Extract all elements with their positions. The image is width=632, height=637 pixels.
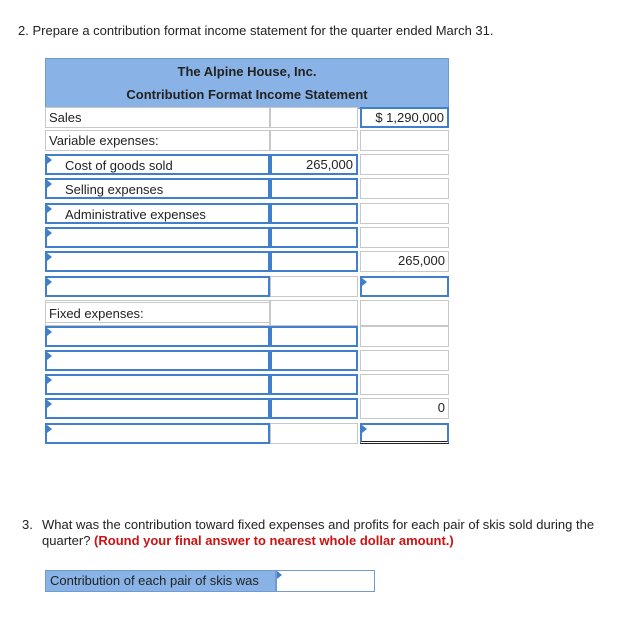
contribution-per-pair-label: Contribution of each pair of skis was <box>45 570 276 592</box>
selling-expenses-total-cell <box>360 178 449 199</box>
blank-row-1 <box>45 227 449 248</box>
admin-expenses-amount-input[interactable] <box>270 203 358 224</box>
fixed-total-row <box>45 398 449 419</box>
fixed-row-2-total-cell <box>360 350 449 371</box>
fixed-row-3-label-select[interactable] <box>45 374 270 395</box>
question-3 <box>22 517 612 549</box>
selling-expenses-label[interactable] <box>45 178 270 199</box>
company-name: The Alpine House, Inc. <box>177 64 317 79</box>
contribution-margin-row <box>45 276 449 297</box>
dropdown-marker-icon <box>47 156 52 164</box>
cogs-row <box>45 154 449 175</box>
question-2 <box>18 23 494 38</box>
variable-total-cell: 265,000 <box>360 251 449 272</box>
fixed-total-amount-input[interactable] <box>270 398 358 419</box>
fixed-total-cell: 0 <box>360 398 449 419</box>
dropdown-marker-icon <box>362 425 367 433</box>
net-operating-income-row <box>45 423 449 444</box>
variable-expenses-label: Variable expenses: <box>45 130 270 151</box>
net-operating-income-label-select[interactable] <box>45 423 270 444</box>
cogs-total-cell <box>360 154 449 175</box>
fixed-row-2 <box>45 350 449 371</box>
fixed-row-2-label-select[interactable] <box>45 350 270 371</box>
dropdown-marker-icon <box>47 328 52 336</box>
dropdown-marker-icon <box>47 253 52 261</box>
fixed-row-1-total-cell <box>360 326 449 347</box>
statement-header <box>45 58 449 109</box>
net-operating-income-total-input[interactable] <box>360 423 449 444</box>
question-3-number: 3. <box>22 517 33 532</box>
question-2-number: 2. <box>18 23 29 38</box>
variable-total-amount-input[interactable] <box>270 251 358 272</box>
fixed-row-1-amount-input[interactable] <box>270 326 358 347</box>
dropdown-marker-icon <box>47 205 52 213</box>
dropdown-marker-icon <box>47 180 52 188</box>
fixed-row-3-amount-input[interactable] <box>270 374 358 395</box>
dropdown-marker-icon <box>47 278 52 286</box>
cogs-amount-input[interactable]: 265,000 <box>270 154 358 175</box>
fixed-row-3-total-cell <box>360 374 449 395</box>
dropdown-marker-icon <box>47 229 52 237</box>
question-2-text: Prepare a contribution format income statement for the quarter ended March 31. <box>32 23 494 38</box>
blank-row-1-label-select[interactable] <box>45 227 270 248</box>
variable-header-amount-cell <box>270 130 358 151</box>
contribution-margin-label-select[interactable] <box>45 276 270 297</box>
rounding-note: (Round your final answer to nearest whole dollar amount.) <box>94 533 454 548</box>
sales-total-cell[interactable]: $ 1,290,000 <box>360 107 449 128</box>
contribution-margin-total-input[interactable] <box>360 276 449 297</box>
sales-label: Sales <box>45 107 270 128</box>
dropdown-marker-icon <box>47 400 52 408</box>
blank-row-1-total-cell <box>360 227 449 248</box>
contribution-per-pair-input[interactable] <box>276 570 375 592</box>
dropdown-marker-icon <box>277 571 282 579</box>
selling-expenses-row <box>45 178 449 199</box>
dropdown-marker-icon <box>47 352 52 360</box>
sales-row <box>45 107 449 128</box>
cogs-label-text: Cost of goods sold <box>65 158 173 173</box>
variable-expenses-header-row <box>45 130 449 151</box>
fixed-expenses-label: Fixed expenses: <box>45 302 270 323</box>
cogs-label[interactable] <box>45 154 270 175</box>
selling-expenses-label-text: Selling expenses <box>65 182 164 197</box>
admin-expenses-row <box>45 203 449 224</box>
question-3-text: What was the contribution toward fixed expenses and profits for each pair of skis sold during the quarter? <box>42 517 595 548</box>
fixed-expenses-header-row <box>45 300 449 321</box>
selling-expenses-amount-input[interactable] <box>270 178 358 199</box>
income-statement-table <box>45 58 449 415</box>
contribution-margin-amount-cell <box>270 276 358 297</box>
fixed-total-label-select[interactable] <box>45 398 270 419</box>
net-operating-income-amount-cell <box>270 423 358 444</box>
variable-total-label-select[interactable] <box>45 251 270 272</box>
fixed-row-1 <box>45 326 449 347</box>
fixed-row-3 <box>45 374 449 395</box>
admin-expenses-total-cell <box>360 203 449 224</box>
statement-title: Contribution Format Income Statement <box>126 87 368 102</box>
variable-total-row <box>45 251 449 272</box>
dropdown-marker-icon <box>362 278 367 286</box>
fixed-row-1-label-select[interactable] <box>45 326 270 347</box>
blank-row-1-amount-input[interactable] <box>270 227 358 248</box>
variable-header-total-cell <box>360 130 449 151</box>
dropdown-marker-icon <box>47 425 52 433</box>
question-3-body <box>42 517 612 549</box>
dropdown-marker-icon <box>47 376 52 384</box>
admin-expenses-label[interactable] <box>45 203 270 224</box>
fixed-row-2-amount-input[interactable] <box>270 350 358 371</box>
admin-expenses-label-text: Administrative expenses <box>65 207 206 222</box>
sales-amount-cell <box>270 107 358 128</box>
